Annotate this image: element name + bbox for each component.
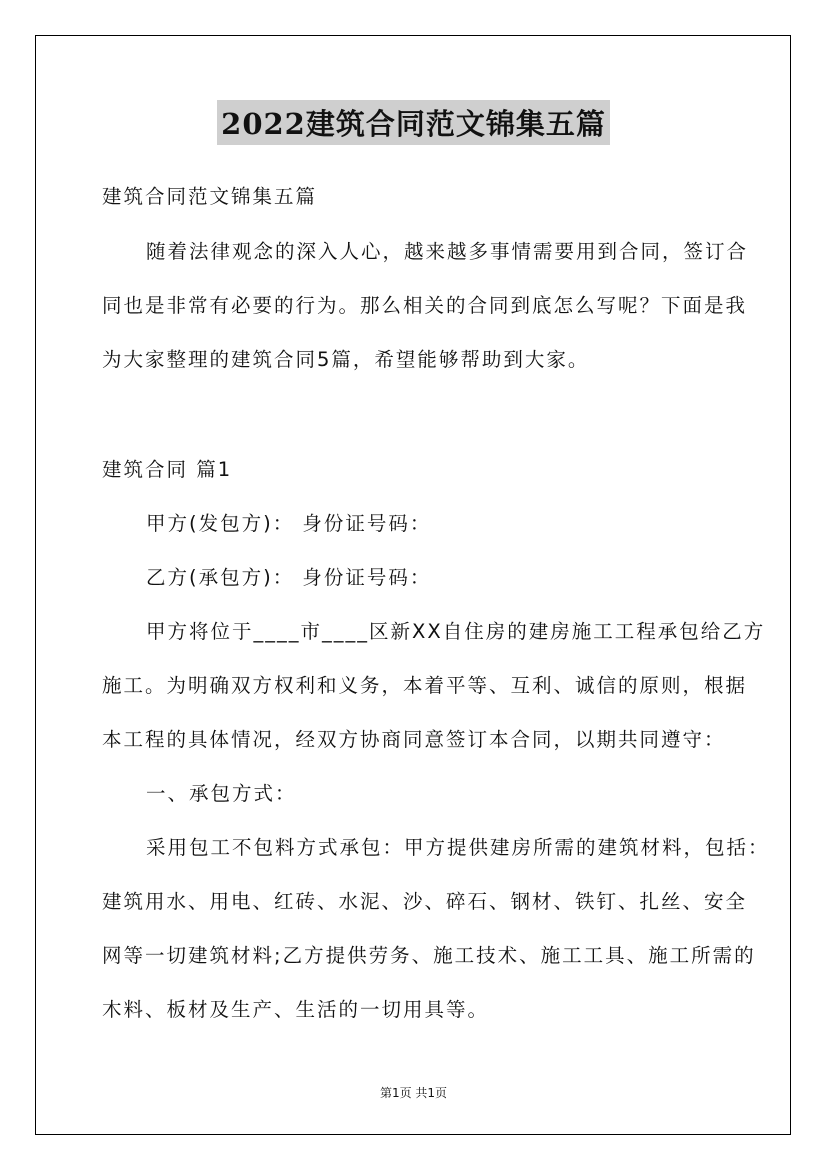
title-container	[0, 100, 827, 145]
section-heading: 建筑合同 篇1	[102, 458, 233, 481]
document-title: 2022建筑合同范文锦集五篇	[217, 100, 610, 145]
intro-line-2: 同也是非常有必要的行为。那么相关的合同到底怎么写呢？下面是我	[102, 294, 748, 317]
item1-line-3: 网等一切建筑材料;乙方提供劳务、施工技术、施工工具、施工所需的	[102, 944, 756, 967]
page-footer: 第1页 共1页	[379, 1086, 448, 1100]
item1-heading: 一、承包方式：	[146, 782, 297, 805]
intro-line-3: 为大家整理的建筑合同5篇，希望能够帮助到大家。	[102, 348, 590, 371]
item1-line-1: 采用包工不包料方式承包：甲方提供建房所需的建筑材料，包括：	[146, 836, 770, 859]
item1-line-2: 建筑用水、用电、红砖、水泥、沙、碎石、钢材、铁钉、扎丝、安全	[102, 890, 748, 913]
document-subtitle: 建筑合同范文锦集五篇	[102, 185, 318, 208]
intro-line-1: 随着法律观念的深入人心，越来越多事情需要用到合同，签订合	[146, 240, 749, 263]
para1-line-1: 甲方将位于____市____区新XX自住房的建房施工工程承包给乙方	[146, 620, 766, 643]
party-a-line: 甲方(发包方)： 身份证号码：	[146, 512, 432, 535]
para1-line-2: 施工。为明确双方权利和义务，本着平等、互利、诚信的原则，根据	[102, 674, 748, 697]
party-b-line: 乙方(承包方)： 身份证号码：	[146, 566, 432, 589]
item1-line-4: 木料、板材及生产、生活的一切用具等。	[102, 998, 490, 1021]
para1-line-3: 本工程的具体情况，经双方协商同意签订本合同，以期共同遵守：	[102, 728, 726, 751]
